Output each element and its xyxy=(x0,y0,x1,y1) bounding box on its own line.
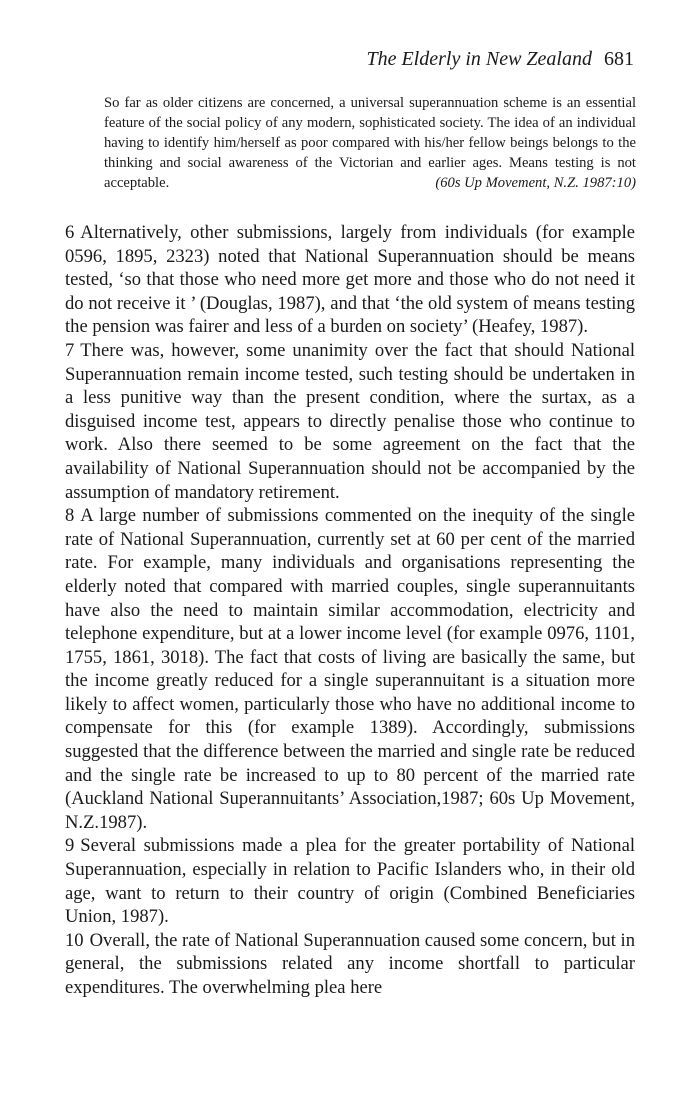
paragraph-number: 6 xyxy=(65,222,75,243)
paragraph-number: 7 xyxy=(65,339,75,361)
paragraph-9 xyxy=(65,834,635,928)
block-quote xyxy=(104,93,636,193)
paragraph-number: 8 xyxy=(65,505,75,527)
paragraph-text: There was, however, some unanimity over the fact that should National Superannuation remain income tested, such testing should be undertaken in a less punitive way than the present condition, where the surtax, as a disguised income test, appears to directly penalise those who continue to work. Also there seemed to be some agreement on the fact that the availability of National Superannuation should not be accompanied by the assumption of mandatory retirement. xyxy=(65,339,635,503)
paragraph-text: Alternatively, other submissions, largely from individuals (for example 0596, 1895, 2323) noted that National Superannuation should be means tested, ‘so that those who need more get more and those who do not need it do not receive it ’ (Douglas, 1987), and that ‘the old system of means testing the pension was fairer and less of a burden on society’ (Heafey, 1987). xyxy=(65,222,635,338)
paragraph-7 xyxy=(65,339,635,504)
paragraph-number: 10 xyxy=(65,929,84,951)
paragraph-10 xyxy=(65,929,635,1000)
body-text xyxy=(65,221,635,1000)
quote-text: So far as older citizens are concerned, a universal superannuation scheme is an essential feature of the social policy of any modern, sophisticated society. The idea of an individual having to identify him/herself as poor compared with his/her fellow beings belongs to the thinking and social awareness of the Victorian and earlier ages. Means testing is not acceptable. xyxy=(104,95,636,191)
paragraph-6 xyxy=(65,221,635,339)
paragraph-number: 9 xyxy=(65,835,75,857)
running-header xyxy=(366,48,634,71)
paragraph-text: Several submissions made a plea for the greater portability of National Superannuation, especially in relation to Pacific Islanders who, in their old age, want to return to their country of origin (Combined Beneficiaries Union, 1987). xyxy=(65,835,635,928)
paragraph-8 xyxy=(65,504,635,834)
page-number: 681 xyxy=(604,48,634,70)
running-title: The Elderly in New Zealand xyxy=(366,48,592,70)
paragraph-text: A large number of submissions commented on the inequity of the single rate of National Superannuation, currently set at 60 per cent of the married rate. For example, many individuals and organisations representing the elderly noted that compared with married couples, single superannuitants have also the need to maintain similar accommodation, electricity and telephone expenditure, but at a lower income level (for example 0976, 1101, 1755, 1861, 3018). The fact that costs of living are basically the same, but the income greatly reduced for a single superannuitant is a situation more likely to affect women, particularly those who have no additional income to compensate for this (for example 1389). Accordingly, submissions suggested that the difference between the married and single rate be reduced and the single rate be increased to up to 80 percent of the married rate (Auckland National Superannuitants’ Association,1987; 60s Up Movement, N.Z.1987). xyxy=(65,505,635,833)
paragraph-text: Overall, the rate of National Superannuation caused some concern, but in general, the submissions related any income shortfall to particular expenditures. The overwhelming plea here xyxy=(65,929,635,998)
quote-citation: (60s Up Movement, N.Z. 1987:10) xyxy=(435,175,636,191)
